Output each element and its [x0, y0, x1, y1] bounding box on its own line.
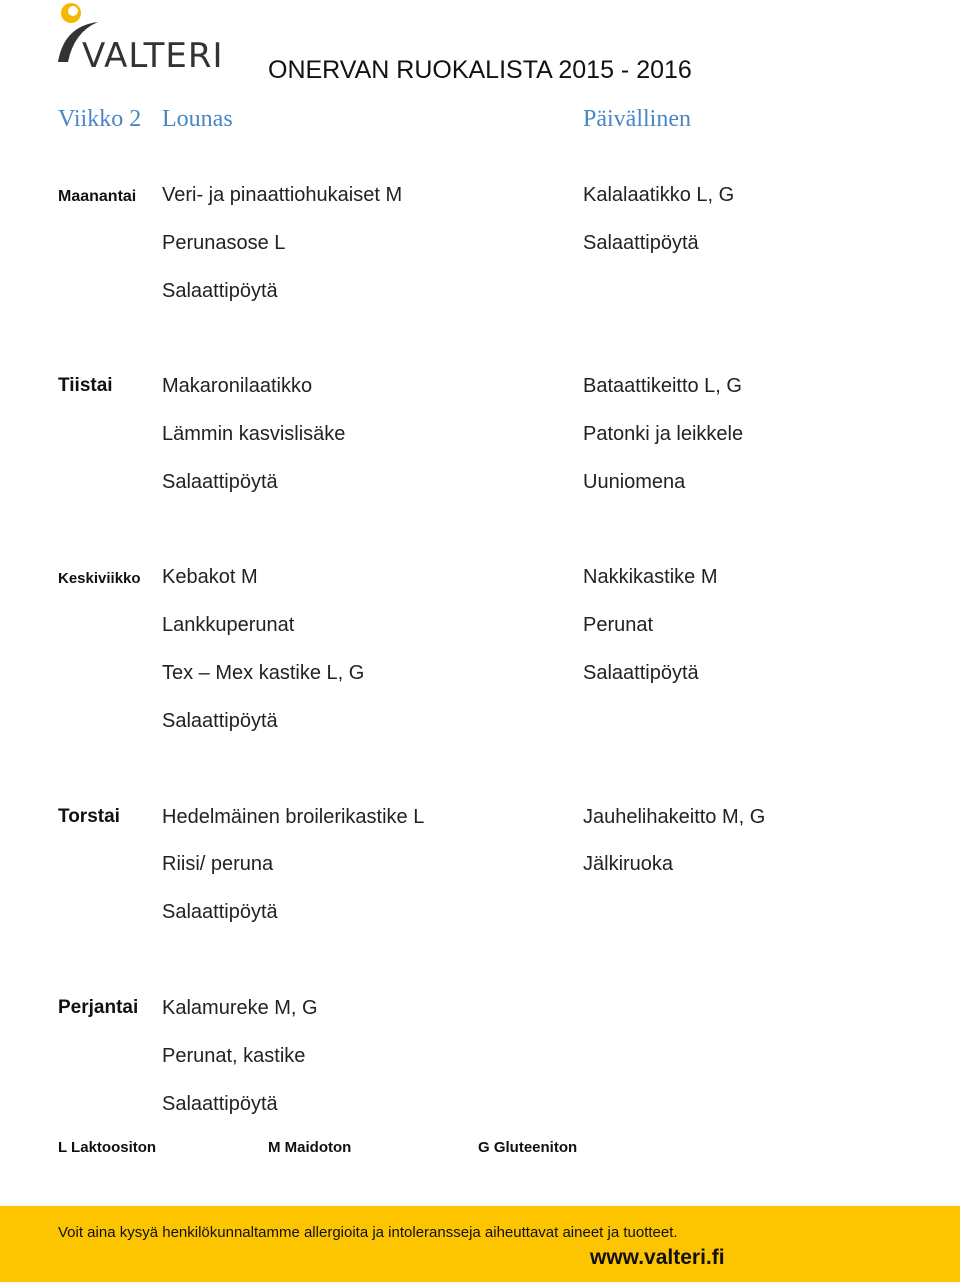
- lunch-header: Lounas: [162, 106, 233, 132]
- lunch-item: Perunasose L: [162, 232, 286, 254]
- footer-allergy-note: Voit aina kysyä henkilökunnaltamme allergioita ja intoleransseja aiheuttavat aineet ja tuotteet.: [58, 1224, 678, 1241]
- lunch-item: Perunat, kastike: [162, 1045, 306, 1067]
- valteri-logo: [54, 0, 224, 80]
- lunch-item: Salaattipöytä: [162, 1093, 278, 1115]
- page-title: ONERVAN RUOKALISTA 2015 - 2016: [268, 56, 692, 84]
- legend-lactose-free: L Laktoositon: [58, 1139, 157, 1156]
- dinner-item: Perunat: [583, 614, 654, 636]
- lunch-item: Kalamureke M, G: [162, 997, 318, 1019]
- dinner-header: Päivällinen: [583, 106, 691, 132]
- dinner-item: Uuniomena: [583, 471, 686, 493]
- legend-dairy-free: M Maidoton: [268, 1139, 352, 1156]
- legend-gluten-free: G Gluteeniton: [478, 1139, 578, 1156]
- dinner-item: Salaattipöytä: [583, 232, 699, 254]
- lunch-item: Riisi/ peruna: [162, 853, 274, 875]
- dinner-item: Kalalaatikko L, G: [583, 184, 735, 206]
- dinner-item: Nakkikastike M: [583, 566, 718, 588]
- day-label-thursday: Torstai: [58, 806, 120, 827]
- lunch-item: Lämmin kasvislisäke: [162, 423, 346, 445]
- week-label: Viikko 2: [58, 106, 142, 132]
- lunch-item: Salaattipöytä: [162, 901, 278, 923]
- day-label-friday: Perjantai: [58, 997, 139, 1018]
- lunch-item: Hedelmäinen broilerikastike L: [162, 806, 425, 828]
- dinner-item: Bataattikeitto L, G: [583, 375, 742, 397]
- lunch-item: Salaattipöytä: [162, 710, 278, 732]
- lunch-item: Salaattipöytä: [162, 471, 278, 493]
- lunch-item: Tex – Mex kastike L, G: [162, 662, 365, 684]
- dinner-item: Salaattipöytä: [583, 662, 699, 684]
- dinner-item: Jauhelihakeitto M, G: [583, 806, 766, 828]
- logo-brand-text: VALTERI: [82, 36, 224, 76]
- day-label-wednesday: Keskiviikko: [58, 570, 141, 587]
- lunch-item: Makaronilaatikko: [162, 375, 313, 397]
- lunch-item: Veri- ja pinaattiohukaiset M: [162, 184, 403, 206]
- dinner-item: Jälkiruoka: [583, 853, 674, 875]
- lunch-item: Salaattipöytä: [162, 280, 278, 302]
- dinner-item: Patonki ja leikkele: [583, 423, 744, 445]
- footer-bar: [0, 1206, 960, 1282]
- day-label-monday: Maanantai: [58, 188, 137, 205]
- footer-website-link[interactable]: www.valteri.fi: [590, 1246, 725, 1269]
- lunch-item: Lankkuperunat: [162, 614, 295, 636]
- day-label-tuesday: Tiistai: [58, 375, 113, 396]
- lunch-item: Kebakot M: [162, 566, 258, 588]
